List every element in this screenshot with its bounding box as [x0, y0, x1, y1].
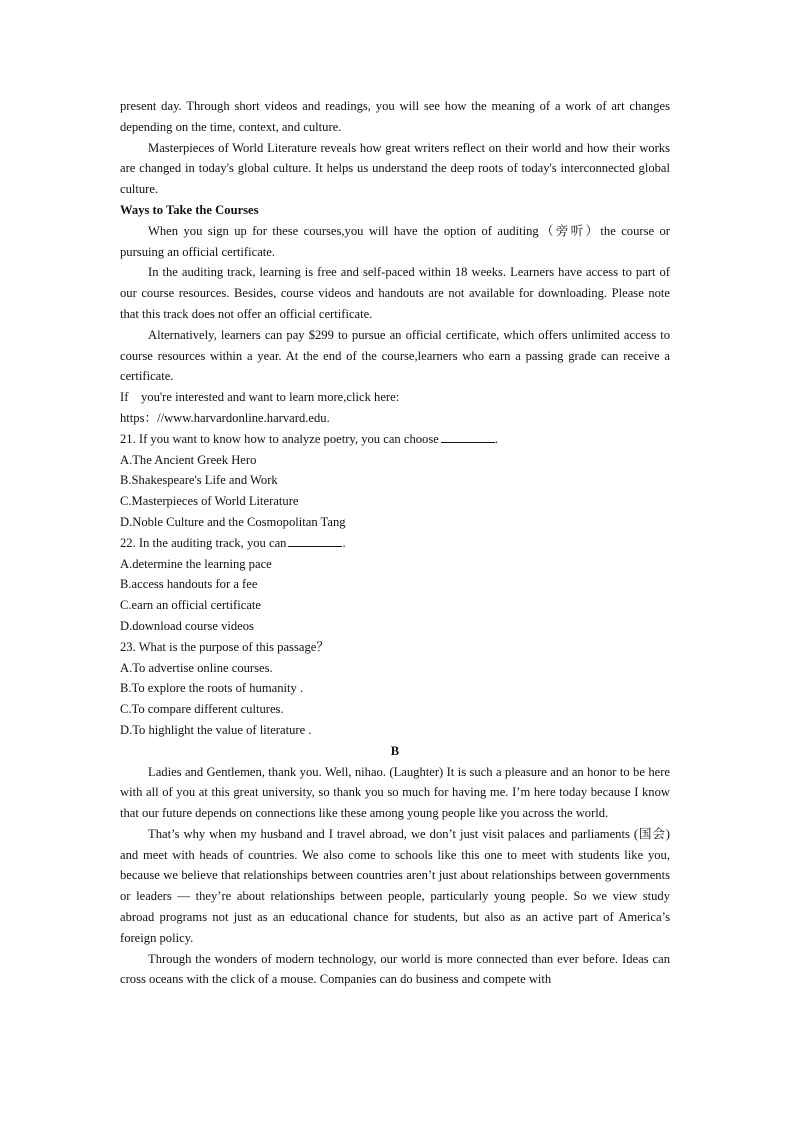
exam-page: [120, 96, 670, 990]
section-heading: Ways to Take the Courses: [120, 202, 259, 217]
question-stem: [120, 429, 670, 450]
option-c: C.To compare different cultures.: [120, 702, 284, 717]
option-b: B.To explore the roots of humanity .: [120, 681, 304, 696]
url-link[interactable]: https：//www.harvardonline.harvard.edu.: [120, 410, 330, 425]
option-c: C.Masterpieces of World Literature: [120, 494, 299, 509]
answer-blank: [441, 430, 495, 443]
question-text: 22. In the auditing track, you can: [120, 535, 287, 550]
option-a: A.To advertise online courses.: [120, 660, 273, 675]
option-d: D.To highlight the value of literature .: [120, 722, 312, 737]
passage-a-paragraph: When you sign up for these courses,you will have the option of auditing（旁听）the course or pursuing an official certificate.: [120, 223, 670, 259]
question-end: .: [342, 535, 346, 550]
passage-a-paragraph: Masterpieces of World Literature reveals how great writers reflect on their world and how their works are changed in today's global culture. It helps us understand the deep roots of today's interconnected global culture.: [120, 140, 670, 197]
passage-b-paragraph: That’s why when my husband and I travel abroad, we don’t just visit palaces and parliaments (国会) and meet with heads of countries. We also come to schools like this one to meet with students like you, because we believe that relationships between countries aren’t just about relationships between governments or leaders — they’re about relationships between people, particularly young people. So we view study abroad programs not just as an educational chance for students, but also as an active part of America’s foreign policy.: [120, 826, 670, 945]
interest-line: If you're interested and want to learn more,click here:: [120, 390, 400, 405]
question-stem: 23. What is the purpose of this passage？: [120, 639, 329, 654]
option-d: D.Noble Culture and the Cosmopolitan Tang: [120, 514, 346, 529]
option-b: B.Shakespeare's Life and Work: [120, 473, 278, 488]
passage-b-label: B: [390, 743, 400, 758]
option-c: C.earn an official certificate: [120, 598, 262, 613]
passage-a-paragraph: In the auditing track, learning is free and self-paced within 18 weeks. Learners have access to part of our course resources. Besides, course videos and handouts are not available for downloading. Please note that this track does not offer an official certificate.: [120, 265, 670, 321]
question-end: .: [494, 431, 498, 446]
question-text: 21. If you want to know how to analyze poetry, you can choose: [120, 431, 439, 446]
option-b: B.access handouts for a fee: [120, 577, 258, 592]
option-d: D.download course videos: [120, 618, 254, 633]
answer-blank: [288, 534, 342, 547]
passage-a-paragraph: present day. Through short videos and readings, you will see how the meaning of a work of art changes depending on the time, context, and culture.: [120, 99, 670, 134]
passage-a-paragraph: Alternatively, learners can pay $299 to pursue an official certificate, which offers unlimited access to course resources within a year. At the end of the course,learners who earn a passing grade can receive a certificate.: [120, 327, 670, 384]
passage-b-paragraph: Through the wonders of modern technology, our world is more connected than ever before. Ideas can cross oceans with the click of a mouse. Companies can do business and compete with: [120, 951, 670, 987]
question-stem: [120, 533, 670, 554]
passage-b-paragraph: Ladies and Gentlemen, thank you. Well, nihao. (Laughter) It is such a pleasure and an honor to be here with all of you at this great university, so thank you so much for having me. I’m here today because I know that our future depends on connections like these among young people like you across the world.: [120, 764, 670, 821]
option-a: A.determine the learning pace: [120, 556, 272, 571]
option-a: A.The Ancient Greek Hero: [120, 452, 257, 467]
